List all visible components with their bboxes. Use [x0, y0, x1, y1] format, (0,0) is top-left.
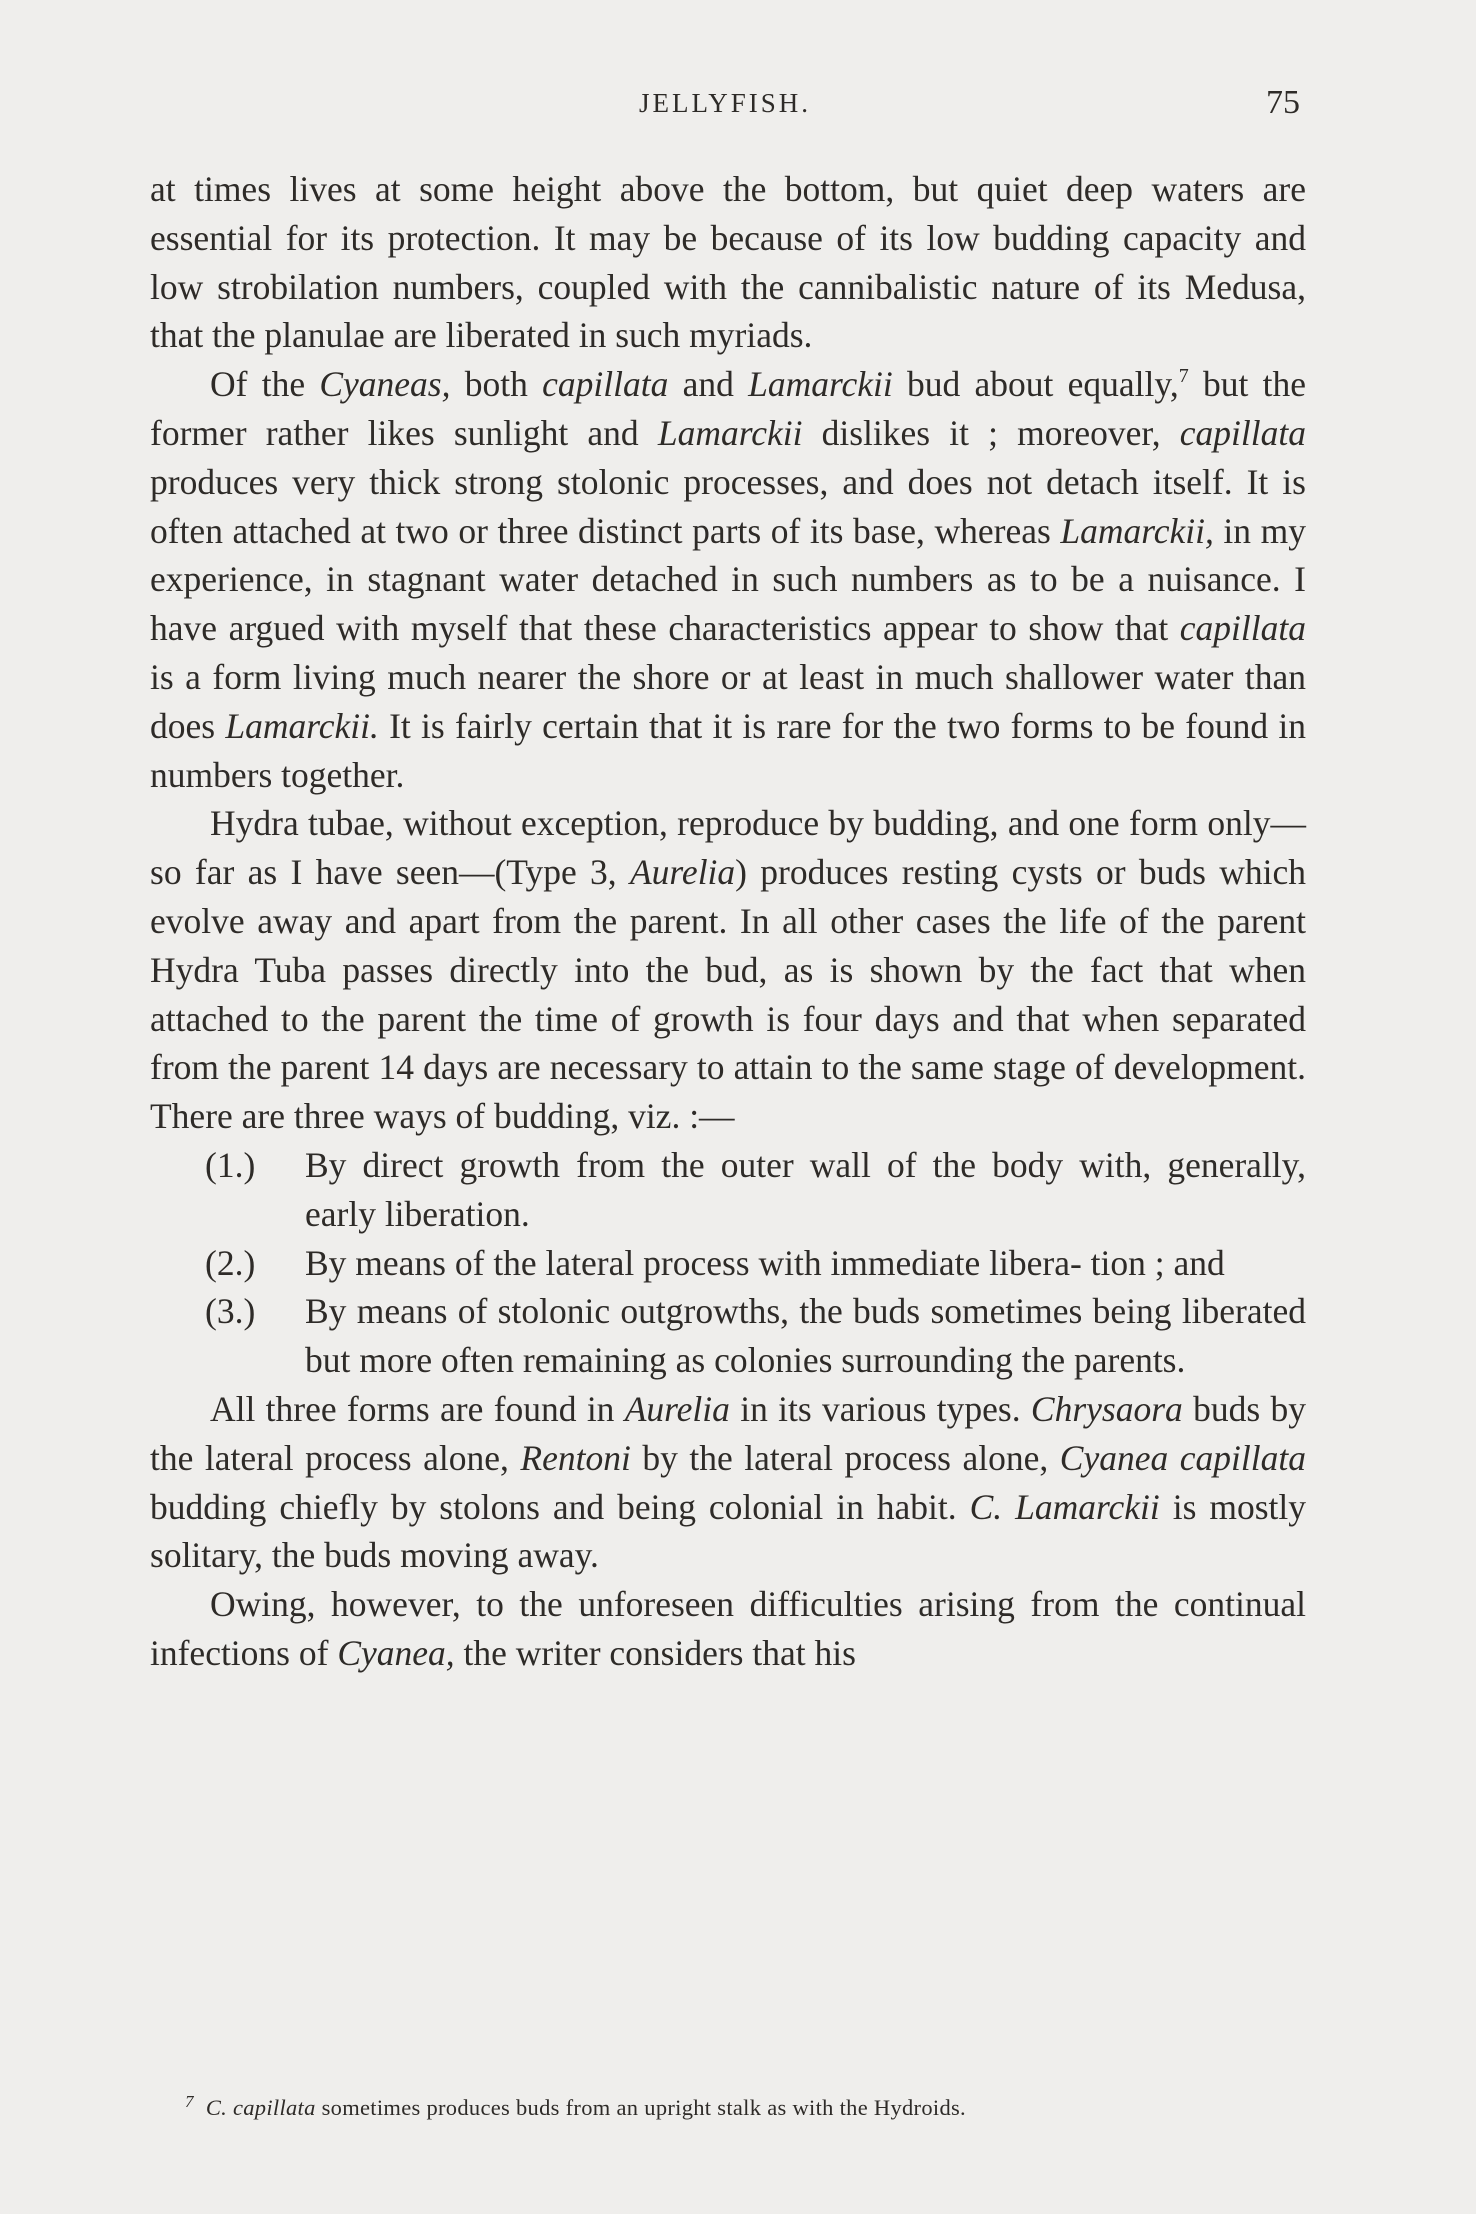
- italic-run: Cyanea capillata: [1059, 1437, 1306, 1478]
- text-run: budding chiefly by stolons and being colonial in habit.: [150, 1486, 970, 1527]
- text-run: produces very thick strong stolonic processes, and does not detach itself. It is often attached at two or three distinct parts of its base, whereas: [150, 461, 1306, 551]
- text-run: ) produces resting cysts or buds which evolve away and apart from the parent. In all other cases the life of the parent Hydra Tuba passes directly into the bud, as is shown by the fact that when attached to the parent the time of growth is four days and that when separated from the parent 14 days are necessary to attain to the same stage of development. There are three ways of budding, viz. :—: [150, 852, 1306, 1137]
- text-run: and: [668, 364, 749, 405]
- text-run: is a form living much nearer the shore or at least in much shallower water than does: [150, 656, 1306, 746]
- italic-run: Aurelia: [630, 852, 736, 893]
- italic-run: Chrysaora: [1030, 1388, 1183, 1429]
- text-run: All three forms are found in: [210, 1388, 625, 1429]
- text-run: Hydra tubae, without exception, reproduce by budding, and one form only—so far as I have seen—(Type 3,: [150, 803, 1306, 893]
- text-run: dislikes it ; moreover,: [802, 412, 1180, 453]
- footnote: [185, 2087, 1315, 2123]
- italic-run: capillata: [1179, 608, 1306, 649]
- page-number: 75: [1266, 84, 1300, 121]
- footnote-text: sometimes produces buds from an upright stalk as with the Hydroids.: [315, 2095, 966, 2120]
- text-run: by the lateral process alone,: [630, 1437, 1060, 1478]
- text-run: Of the: [210, 364, 320, 405]
- text-run: It is fairly certain that it is rare for the two forms to be found in numbers together.: [150, 705, 1306, 795]
- footnote-italic: C. capillata: [205, 2095, 316, 2120]
- list-item: [150, 1287, 1306, 1385]
- italic-run: Lamarckii,: [1060, 510, 1214, 551]
- budding-methods-list: [150, 1141, 1306, 1385]
- italic-run: Lamarckii: [748, 364, 893, 405]
- list-item-number: (1.): [205, 1144, 256, 1185]
- italic-run: Lamarckii: [657, 412, 803, 453]
- italic-run: Cyaneas,: [319, 364, 451, 405]
- paragraph-5: [150, 1580, 1306, 1678]
- text-run: in its various types.: [729, 1388, 1031, 1429]
- text-run: the writer considers that his: [454, 1632, 856, 1673]
- list-item: [150, 1239, 1306, 1288]
- italic-run: capillata: [1179, 412, 1306, 453]
- text-run: in my experience, in stagnant water detached in such numbers as to be a nuisance. I have argued with myself that these characteristics appear to show that: [150, 510, 1306, 649]
- list-item-text: By direct growth from the outer wall of the body with, generally, early liberation.: [305, 1144, 1306, 1234]
- text-run: bud about equally,: [892, 364, 1179, 405]
- list-item-text: By means of the lateral process with immediate libera- tion ; and: [305, 1242, 1225, 1283]
- paragraph-4: [150, 1385, 1306, 1580]
- list-item-number: (3.): [205, 1291, 256, 1332]
- text-run: is mostly solitary, the buds moving away.: [150, 1486, 1306, 1576]
- body-text: [150, 165, 1306, 1678]
- footnote-reference[interactable]: 7: [1178, 365, 1189, 388]
- italic-run: C. Lamarckii: [969, 1486, 1160, 1527]
- paragraph-1: at times lives at some height above the bottom, but quiet deep waters are essential for its protection. It may be because of its low budding capacity and low strobilation numbers, coupled with the cannibalistic nature of its Medusa, that the planulae are liberated in such myriads.: [150, 169, 1306, 356]
- paragraph-2: [150, 360, 1306, 799]
- text-run: buds by the lateral process alone,: [150, 1388, 1306, 1478]
- page-header: [150, 84, 1300, 134]
- italic-run: Aurelia: [624, 1388, 730, 1429]
- italic-run: capillata: [542, 364, 669, 405]
- paragraph-3: [150, 799, 1306, 1141]
- text-run: both: [450, 364, 543, 405]
- text-run: but the former rather likes sunlight and: [150, 364, 1306, 453]
- text-run: Owing, however, to the unforeseen difficulties arising from the continual infections of: [150, 1584, 1306, 1673]
- italic-run: Cyanea,: [337, 1632, 455, 1673]
- italic-run: Rentoni: [520, 1437, 631, 1478]
- list-item: [150, 1141, 1306, 1239]
- list-item-text: By means of stolonic outgrowths, the buds sometimes being liberated but more often remaining as colonies surrounding the parents.: [305, 1291, 1306, 1381]
- footnote-mark: 7: [185, 2092, 194, 2111]
- italic-run: Lamarckii.: [225, 705, 379, 746]
- running-title: JELLYFISH.: [638, 88, 812, 118]
- list-item-number: (2.): [205, 1242, 256, 1283]
